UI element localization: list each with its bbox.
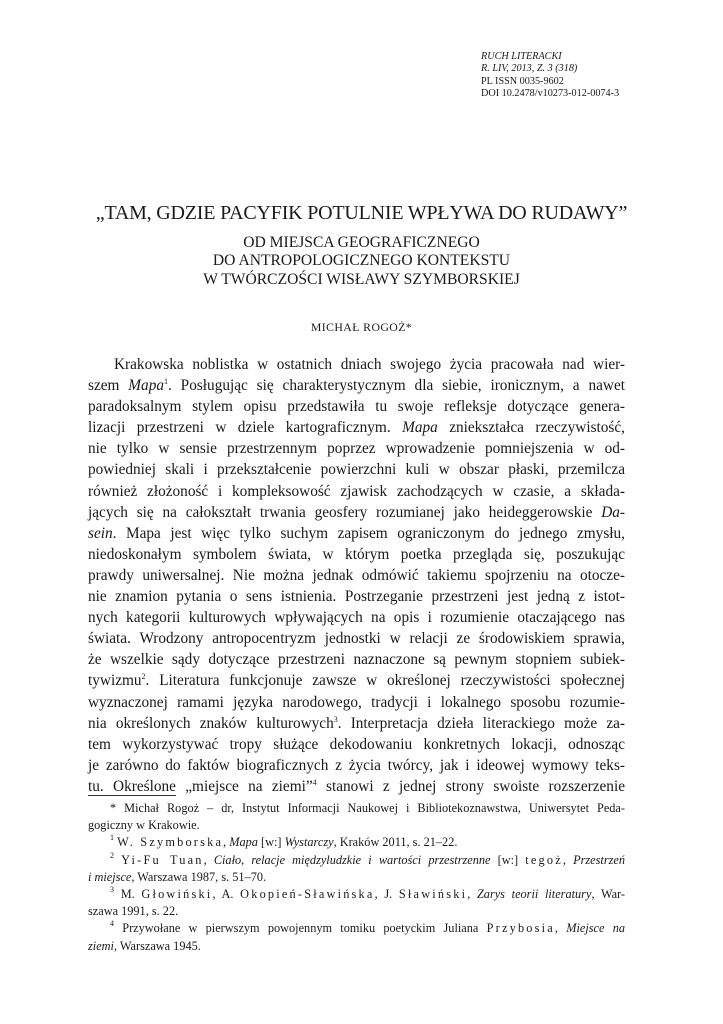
footnote-separator <box>88 795 176 796</box>
body-line: tu. Określone „miejsce na ziemi”$^4$ stanowi z jednej strony swoiste rozszerzenie <box>88 777 625 795</box>
body-line: prawdy uniwersalnej. Nie można jednak odmówić takiemu spojrzeniu na otocze- <box>88 566 625 584</box>
article-author: MICHAŁ ROGOŻ* <box>310 320 413 334</box>
footnote-1: $^1$ W. Szymborska, Mapa [w:] Wystarczy, Kraków 2011, s. 21–22. <box>110 833 458 850</box>
footnote-ref: 2 <box>141 672 146 682</box>
journal-issn: PL ISSN 0035-9602 <box>481 75 564 87</box>
body-line: jących się na całokształt trwania geosfery rozumianej jako heideggerowskie Da- <box>88 503 625 521</box>
footnote-ref: 3 <box>333 714 338 724</box>
body-line: powiedniej skali i przekształcenie powierzchni kuli w obszar płaski, przemilcza <box>88 461 625 479</box>
term-dasein: Da- <box>601 503 625 521</box>
footnote-3: $^3$ M. Głowiński, A. Okopień-Sławińska, J. Sławiński, Zarys teorii literatury, War- szawa 1991, s. 22. <box>88 885 625 919</box>
body-line: sein. Mapa jest więc tylko suchym zapisem ograniczonym do jednego zmysłu, <box>88 524 625 542</box>
journal-info <box>481 51 681 101</box>
body-line: paradoksalnym stylem opisu przedstawiła tu swoje refleksje dotyczące genera- <box>88 398 625 416</box>
body-line: że wszelkie sądy dotyczące przestrzeni naznaczone są pewnym stopniem subiek- <box>88 651 625 669</box>
body-line: nych kategorii kulturowych wpływających na opis i rozumienie otaczającego nas <box>88 609 625 627</box>
footnote-2: $^2$ Yi-Fu Tuan, Ciało, relacje międzyludzkie i wartości przestrzenne [w:] tegoż, Przestrzeń i miejsce, Warszawa 1987, s. 51–70. <box>88 850 626 884</box>
journal-name: RUCH LITERACKI <box>481 51 562 62</box>
article-body <box>88 354 625 797</box>
footnote-4: $^4$ Przywołane w pierwszym powojennym tomiku poetyckim Juliana Przybosia, Miejsce na ziemi, Warszawa 1945. <box>88 919 626 953</box>
body-line: nie znamion pytania o sens istnienia. Postrzeganie przestrzeni jest jedną z istot- <box>88 588 625 606</box>
footnote-ref: 4 <box>312 777 317 787</box>
term-dasein: sein <box>88 524 113 542</box>
title-mapa: Mapa <box>128 377 164 395</box>
article-subtitle <box>60 234 663 289</box>
journal-doi: DOI 10.2478/v10273-012-0074-3 <box>481 88 620 100</box>
footnote-author: * Michał Rogoż – dr, Instytut Informacji Naukowej i Bibliotekoznawstwa, Uniwersytet Peda- gogiczny w Krakowie. <box>88 801 625 833</box>
body-line: nie tylko w sensie przestrzennym poprzez wprowadzenie pomniejszenia w od- <box>88 440 625 458</box>
body-line: tem wykorzystywać tropy służące dekodowaniu konkretnych lokacji, odnosząc <box>88 735 625 753</box>
footnote-ref: 1 <box>164 377 168 387</box>
body-line: świata. Wrodzony antropocentryzm jednostki w relacji ze środowiskiem sprawia, <box>88 630 625 648</box>
body-line: tywizmu$^2$. Literatura funkcjonuje zawsze w określonej rzeczywistości społecznej <box>88 672 625 690</box>
footnotes <box>88 800 625 955</box>
body-line: je zarówno do faktów biograficznych z życia twórcy, jak i ideowej wymowy teks- <box>88 756 625 774</box>
journal-volume: R. LIV, 2013, Z. 3 (318) <box>481 63 578 75</box>
body-line: lizacji przestrzeni w dziele kartograficznym. Mapa zniekształca rzeczywistość, <box>88 419 625 437</box>
body-line: Krakowska noblistka w ostatnich dniach swojego życia pracowała nad wier- <box>114 356 625 373</box>
body-line: wyznaczonej ramami języka narodowego, tradycji i lokalnego sposobu rozumie- <box>88 693 625 711</box>
article-title: „TAM, GDZIE PACYFIK POTULNIE WPŁYWA DO RUDAWY” <box>95 202 628 224</box>
body-line: nia określonych znaków kulturowych$^3$. Interpretacja dzieła literackiego może za- <box>88 714 625 732</box>
subtitle-line: DO ANTROPOLOGICZNEGO KONTEKSTU <box>212 252 511 270</box>
title-mapa: Mapa <box>402 419 438 437</box>
subtitle-line: W TWÓRCZOŚCI WISŁAWY SZYMBORSKIEJ <box>203 270 520 288</box>
body-line: szem Mapa$^1$. Posługując się charakterystycznym dla siebie, ironicznym, a nawet <box>88 377 625 395</box>
body-line: niedoskonałym symbolem świata, w którym poetka przegląda się, poszukując <box>88 545 625 563</box>
body-line: również złożoność i kompleksowość zjawisk zachodzących w czasie, a składa- <box>88 482 625 500</box>
subtitle-line: OD MIEJSCA GEOGRAFICZNEGO <box>243 234 480 251</box>
